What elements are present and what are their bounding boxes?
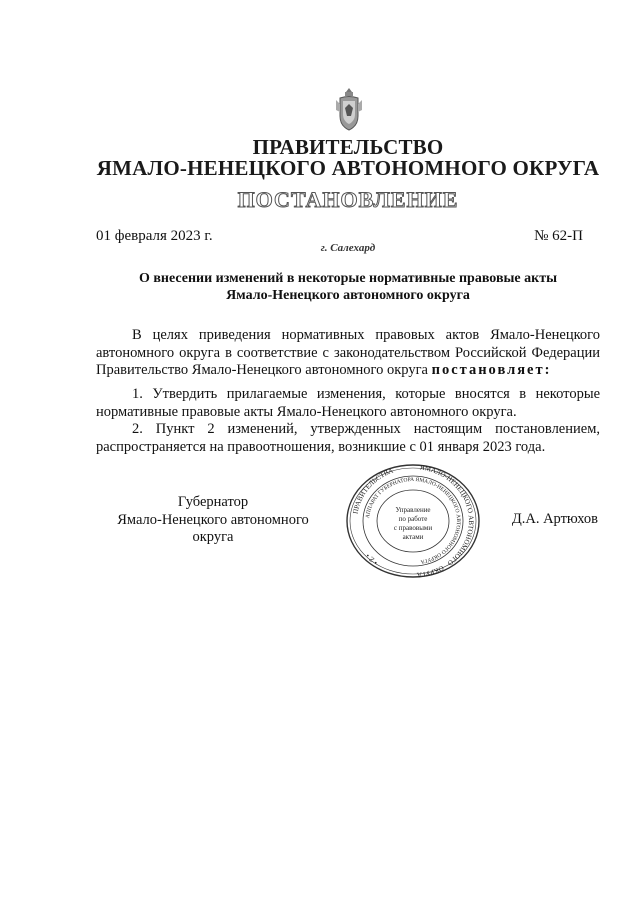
preamble-paragraph	[96, 327, 600, 380]
decree-number: № 62-П	[534, 228, 583, 244]
stamp-inner-ring: АППАРАТ ГУБЕРНАТОРА ЯМАЛО-НЕНЕЦКОГО АВТОНОМНОГО ОКРУГА	[365, 476, 462, 565]
preamble-text: В целях приведения нормативных правовых актов Ямало-Ненецкого автономного округа в соответствие с законодательством Российской Федерации Правительство Ямало-Ненецкого автономного округа	[96, 327, 600, 378]
official-stamp	[345, 463, 481, 579]
stamp-center-line1: Управление	[395, 506, 431, 514]
stamp-center-line3: с правовыми	[393, 524, 433, 532]
subject-title-continued: Ямало-Ненецкого автономного округа	[226, 288, 470, 303]
signer-position	[96, 494, 330, 547]
resolves-word: постановляет:	[431, 362, 552, 378]
government-title: ПРАВИТЕЛЬСТВО	[252, 135, 444, 159]
decree-date: 01 февраля 2023 г.	[96, 228, 213, 244]
stamp-outer-bottom: • Z •	[364, 551, 380, 567]
coat-of-arms-emblem	[332, 86, 366, 134]
signer-position-line1: Губернатор	[177, 494, 249, 510]
stamp-outer-top: ЯМАЛО-НЕНЕЦКОГО АВТОНОМНОГО	[419, 463, 476, 568]
signer-name: Д.А. Артюхов	[511, 511, 598, 527]
stamp-center-line4: актами	[402, 533, 424, 541]
stamp-center-line2: по работе	[398, 515, 428, 523]
decree-heading: ПОСТАНОВЛЕНИЕ	[237, 187, 459, 212]
subject-title: О внесении изменений в некоторые нормативные правовые акты	[138, 271, 558, 286]
decree-item: 1. Утвердить прилагаемые изменения, которые вносятся в некоторые нормативные правовые акты Ямало-Ненецкого автономного округа.	[96, 386, 600, 420]
decree-city: г. Салехард	[320, 242, 376, 254]
stamp-outer-left: ПРАВИТЕЛЬСТВА	[351, 466, 395, 515]
decree-items	[96, 386, 600, 456]
decree-item: 2. Пункт 2 изменений, утвержденных настоящим постановлением, распространяется на правоотношения, возникшие с 01 января 2023 года.	[96, 421, 600, 455]
signer-position-line2: Ямало-Ненецкого автономного округа	[117, 511, 309, 545]
government-region-title: ЯМАЛО-НЕНЕЦКОГО АВТОНОМНОГО ОКРУГА	[96, 156, 600, 180]
stamp-outer-right: ОКРУГА	[416, 563, 445, 579]
